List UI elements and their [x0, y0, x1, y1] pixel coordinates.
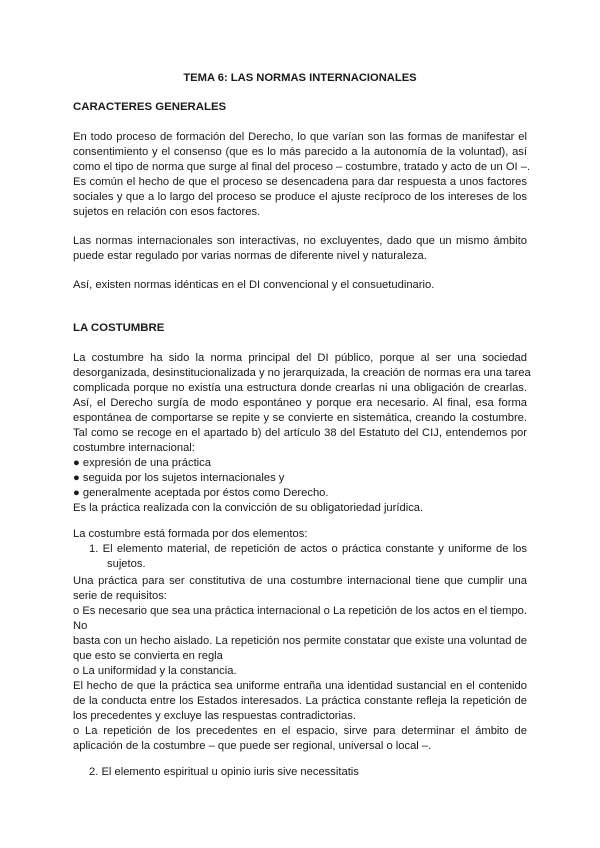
paragraph-line: desorganizada, desinstitucionalizada y no jerarquizada, la creación de normas era una tarea — [73, 367, 531, 379]
paragraph-line: como el tipo de norma que surge al final del proceso – costumbre, tratado y acto de un OI –. — [73, 161, 531, 173]
paragraph-line: Es la práctica realizada con la convicción de su obligatoriedad jurídica. — [73, 502, 424, 514]
paragraph-line: costumbre internacional: — [73, 442, 195, 454]
paragraph-line: No — [73, 620, 88, 632]
numbered-item-continuation: sujetos. — [107, 558, 146, 570]
paragraph-line: que esto se convierta en regla — [73, 650, 223, 662]
paragraph-line: o La uniformidad y la constancia. — [73, 665, 237, 677]
paragraph-line: complicada porque no existía una estructura donde crearlas ni una obligación de crearlas. — [73, 382, 527, 394]
paragraph-line: serie de requisitos: — [73, 590, 167, 602]
paragraph-line: sociales y que a lo largo del proceso se produce el ajuste recíproco de los intereses de los — [73, 191, 527, 203]
paragraph-line: sujetos en relación con esos factores. — [73, 206, 261, 218]
paragraph-line: Las normas internacionales son interactivas, no excluyentes, dado que un mismo ámbito — [73, 235, 527, 247]
paragraph-line: En todo proceso de formación del Derecho, lo que varían son las formas de manifestar el — [73, 131, 527, 143]
section-heading-caracteres: CARACTERES GENERALES — [73, 101, 227, 113]
paragraph-line: los precedentes y excluye las respuestas contradictorias. — [73, 710, 356, 722]
paragraph-line: espontánea de comportarse se repite y se convierte en sistemática, creando la costumbre. — [73, 412, 527, 424]
numbered-item: 2. El elemento espiritual u opinio iuris sive necessitatis — [89, 766, 359, 778]
paragraph-line: Es común el hecho de que el proceso se desencadena para dar respuesta a unos factores — [73, 176, 527, 188]
bullet-item: ● generalmente aceptada por éstos como Derecho. — [73, 487, 329, 499]
bullet-item: ● expresión de una práctica — [73, 457, 211, 469]
paragraph-line: puede estar regulado por varias normas de diferente nivel y naturaleza. — [73, 250, 427, 262]
page-title: TEMA 6: LAS NORMAS INTERNACIONALES — [183, 72, 417, 84]
paragraph-line: basta con un hecho aislado. La repetición nos permite constatar que existe una voluntad de — [73, 635, 528, 647]
paragraph-line: aplicación de la costumbre – que puede ser regional, universal o local –. — [73, 740, 432, 752]
paragraph-line: La costumbre está formada por dos elementos: — [73, 528, 308, 540]
numbered-item: 1. El elemento material, de repetición de actos o práctica constante y uniforme de los — [89, 543, 527, 555]
paragraph-line: El hecho de que la práctica sea uniforme entraña una identidad sustancial en el contenido — [73, 680, 527, 692]
paragraph-line: o La repetición de los precedentes en el espacio, sirve para determinar el ámbito de — [73, 725, 527, 737]
paragraph-line: La costumbre ha sido la norma principal del DI público, porque al ser una sociedad — [73, 352, 527, 364]
paragraph-line: Así, existen normas idénticas en el DI convencional y el consuetudinario. — [73, 279, 435, 291]
section-heading-costumbre: LA COSTUMBRE — [73, 322, 165, 334]
paragraph-line: Una práctica para ser constitutiva de una costumbre internacional tiene que cumplir una — [73, 575, 527, 587]
paragraph-line: o Es necesario que sea una práctica internacional o La repetición de los actos en el tiempo. — [73, 605, 527, 617]
paragraph-line: Tal como se recoge en el apartado b) del artículo 38 del Estatuto del CIJ, entendemos por — [73, 427, 527, 439]
paragraph-line: Así, el Derecho surgía de modo espontáneo y porque era necesario. Al final, esa forma — [73, 397, 527, 409]
paragraph-line: consentimiento y el consenso (que es lo más parecido a la autonomía de la voluntad), así — [73, 146, 527, 158]
paragraph-line: de la conducta entre los Estados interesados. La práctica constante refleja la repetición de — [73, 695, 527, 707]
bullet-item: ● seguida por los sujetos internacionales y — [73, 472, 285, 484]
